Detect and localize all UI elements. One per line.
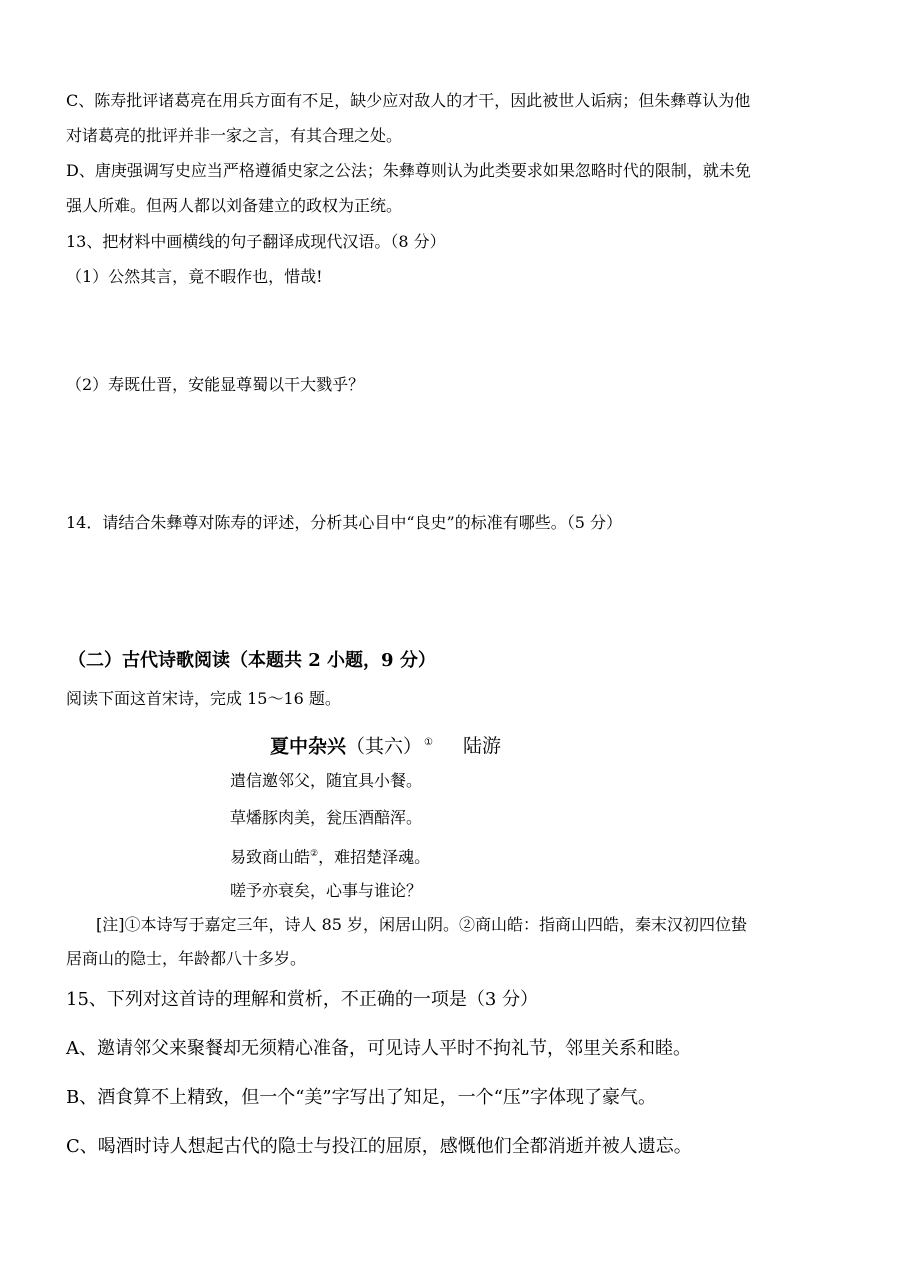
poem-title xyxy=(270,730,501,759)
poem-line-3 xyxy=(230,843,430,868)
poem-line-3-mark: ② xyxy=(310,849,319,859)
notes-line2: 居商山的隐士，年龄都八十多岁。 xyxy=(66,949,307,968)
poem-line-2: 草燔豚肉美，瓮压酒醅浑。 xyxy=(230,808,423,827)
option-c-line2: 对诸葛亮的批评并非一家之言，有其合理之处。 xyxy=(66,126,403,145)
poem-line-4: 嗟予亦衰矣，心事与谁论？ xyxy=(230,881,423,900)
question-13-stem: 13、把材料中画横线的句子翻译成现代汉语。（8 分） xyxy=(66,232,446,251)
poem-line-1: 遣信邀邻父，随宜具小餐。 xyxy=(230,771,423,790)
poem-line-3-b: ，难招楚泽魂。 xyxy=(318,847,431,867)
section-heading: （二）古代诗歌阅读（本题共 2 小题，9 分） xyxy=(68,650,436,671)
option-d-line2: 强人所难。但两人都以刘备建立的政权为正统。 xyxy=(66,196,403,215)
question-15-option-c: C、喝酒时诗人想起古代的隐士与投江的屈原，感慨他们全都消逝并被人遗忘。 xyxy=(66,1136,692,1157)
poem-subtitle: （其六） xyxy=(346,735,423,758)
question-13-sub1: （1）公然其言，竟不暇作也，惜哉! xyxy=(66,267,323,286)
question-15-option-b: B、酒食算不上精致，但一个“美”字写出了知足，一个“压”字体现了豪气。 xyxy=(66,1087,657,1108)
poem-author: 陆游 xyxy=(463,735,502,758)
option-c-line1: C、陈寿批评诸葛亮在用兵方面有不足，缺少应对敌人的才干，因此被世人诟病；但朱彝尊认为他 xyxy=(66,91,751,110)
option-d-line1: D、唐庚强调写史应当严格遵循史家之公法；朱彝尊则认为此类要求如果忽略时代的限制，就未免 xyxy=(66,161,751,180)
question-15-option-a: A、邀请邻父来聚餐却无须精心准备，可见诗人平时不拘礼节，邻里关系和睦。 xyxy=(66,1038,691,1059)
notes-line1: [注]①本诗写于嘉定三年，诗人 85 岁，闲居山阴。②商山皓：指商山四皓，秦末汉初四位蛰 xyxy=(96,915,748,934)
poem-line-3-a: 易致商山皓 xyxy=(230,847,311,867)
section-instruction: 阅读下面这首宋诗，完成 15～16 题。 xyxy=(66,689,341,708)
poem-note-mark: ① xyxy=(424,737,433,748)
question-13-sub2: （2）寿既仕晋，安能显尊蜀以干大戮乎？ xyxy=(66,375,365,394)
question-15-stem: 15、下列对这首诗的理解和赏析，不正确的一项是（3 分） xyxy=(66,989,539,1010)
poem-title-text: 夏中杂兴 xyxy=(270,735,347,758)
question-14-stem: 14．请结合朱彝尊对陈寿的评述，分析其心目中“良史”的标准有哪些。（5 分） xyxy=(66,513,622,532)
